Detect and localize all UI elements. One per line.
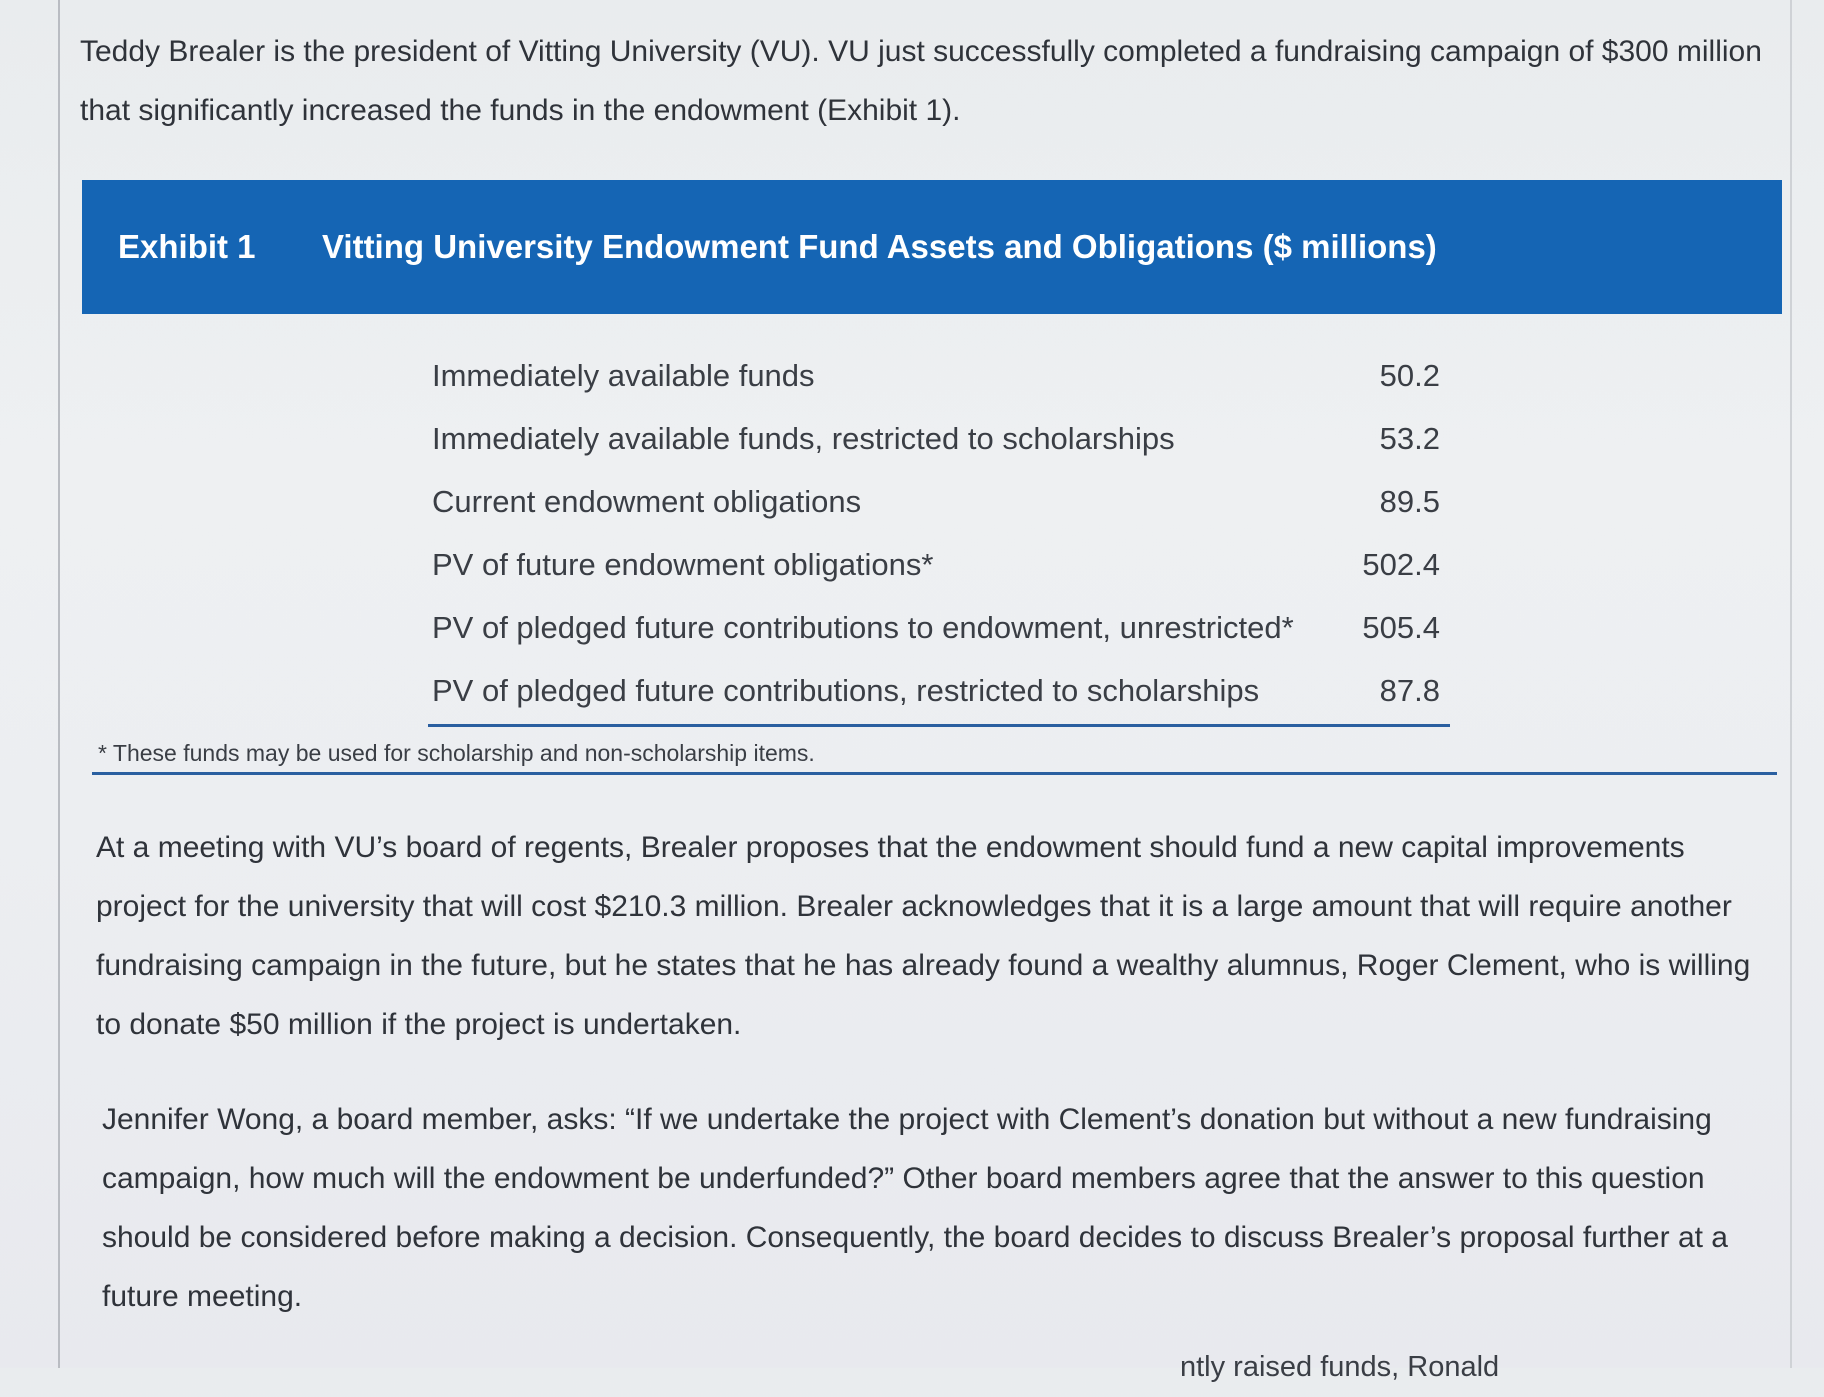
row-label: Immediately available funds, restricted to scholarships	[432, 421, 1175, 456]
table-row	[430, 541, 1450, 604]
table-row	[430, 415, 1450, 478]
row-value: 87.8	[1379, 673, 1440, 708]
page-edge-left	[58, 0, 60, 1368]
proposal-paragraph: At a meeting with VU’s board of regents, Brealer proposes that the endowment should fund a new capital improvements project for the university that will cost $210.3 million. Brealer acknowledges that it is a large amount that will require another fundraising campaign in the future, but he states that he has already found a wealthy alumnus, Roger Clement, who is willing to donate $50 million if the project is undertaken.	[96, 831, 1751, 1041]
cutoff-text: ntly raised funds, Ronald	[1180, 1351, 1500, 1383]
row-label: PV of future endowment obligations*	[432, 547, 934, 582]
exhibit-header-banner	[82, 180, 1782, 314]
exhibit-table	[430, 352, 1450, 730]
intro-paragraph: Teddy Brealer is the president of Vitting University (VU). VU just successfully completed a fundraising campaign of $300 million that significantly increased the funds in the endowment (Exhibit 1).	[80, 35, 1762, 127]
row-label: Immediately available funds	[432, 358, 815, 393]
board-question-paragraph: Jennifer Wong, a board member, asks: “If we undertake the project with Clement’s donation but without a new fundraising campaign, how much will the endowment be underfunded?” Other board members agree that the answer to this question should be considered before making a decision. Consequently, the board decides to discuss Brealer’s proposal further at a future meeting.	[102, 1103, 1728, 1313]
table-row	[430, 667, 1450, 730]
row-value: 502.4	[1362, 547, 1440, 582]
exhibit-footnote: * These funds may be used for scholarship and non-scholarship items.	[98, 740, 815, 766]
table-row	[430, 478, 1450, 541]
exhibit-title: Vitting University Endowment Fund Assets and Obligations ($ millions)	[322, 228, 1437, 265]
row-value: 50.2	[1379, 358, 1440, 393]
row-label: Current endowment obligations	[432, 484, 862, 519]
table-row	[430, 352, 1450, 415]
row-label: PV of pledged future contributions to endowment, unrestricted*	[432, 610, 1294, 645]
row-value: 505.4	[1362, 610, 1440, 645]
exhibit-bottom-rule	[92, 772, 1777, 775]
page-edge-right	[1790, 0, 1792, 1368]
table-underline	[428, 724, 1450, 727]
exhibit-label: Exhibit 1	[118, 228, 256, 265]
row-value: 53.2	[1379, 421, 1440, 456]
row-value: 89.5	[1379, 484, 1440, 519]
table-row	[430, 604, 1450, 667]
row-label: PV of pledged future contributions, restricted to scholarships	[432, 673, 1260, 708]
